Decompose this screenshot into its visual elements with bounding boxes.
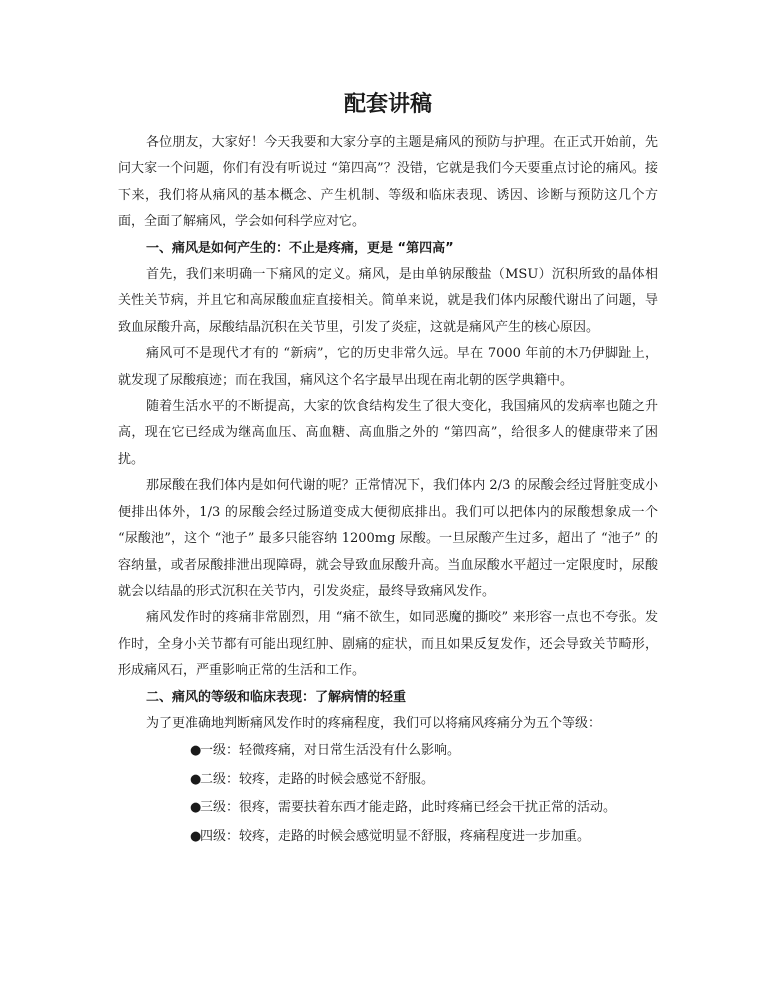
section-1-heading: 一、痛风是如何产生的：不止是疼痛，更是 “第四高” bbox=[146, 240, 454, 256]
section-2-heading: 二、痛风的等级和临床表现：了解病情的轻重 bbox=[146, 689, 407, 705]
section-1-paragraph: 随着生活水平的不断提高，大家的饮食结构发生了很大变化，我国痛风的发病率也随之升高，现在它已经成为继高血压、高血糖、高血脂之外的 “第四高”，给很多人的健康带来了困扰。 bbox=[118, 399, 658, 467]
pain-level-list bbox=[118, 737, 658, 851]
section-1-paragraph: 首先，我们来明确一下痛风的定义。痛风，是由单钠尿酸盐（MSU）沉积所致的晶体相关性关节病，并且它和高尿酸血症直接相关。简单来说，就是我们体内尿酸代谢出了问题，导致血尿酸升高，尿酸结晶沉积在关节里，引发了炎症，这就是痛风产生的核心原因。 bbox=[118, 267, 658, 335]
list-item-text: 二级：较疼，走路的时候会感觉不舒服。 bbox=[200, 771, 435, 787]
list-item-text: 四级：较疼，走路的时候会感觉明显不舒服，疼痛程度进一步加重。 bbox=[200, 828, 591, 844]
section-1-paragraph: 痛风发作时的疼痛非常剧烈，用 “痛不欲生，如同恶魔的撕咬” 来形容一点也不夸张。发作时，全身小关节都有可能出现红肿、剧痛的症状，而且如果反复发作，还会导致关节畸形，形成痛风石，严重影响正常的生活和工作。 bbox=[118, 610, 658, 679]
bullet-icon: ● bbox=[190, 800, 202, 816]
bullet-icon: ● bbox=[190, 828, 202, 844]
bullet-icon: ● bbox=[190, 743, 202, 759]
section-1-paragraph: 那尿酸在我们体内是如何代谢的呢？正常情况下，我们体内 2/3 的尿酸会经过肾脏变成小便排出体外，1/3 的尿酸会经过肠道变成大便彻底排出。我们可以把体内的尿酸想象成一个 “尿酸池”，这个 “池子” 最多只能容纳 1200mg 尿酸。一旦尿酸产生过多，超出了 “池子” 的容纳量，或者尿酸排泄出现障碍，就会导致血尿酸升高。当血尿酸水平超过一定限度时，尿酸就会以结晶的形式沉积在关节内，引发炎症，最终导致痛风发作。 bbox=[118, 478, 658, 599]
list-item bbox=[190, 794, 658, 823]
section-1-paragraph: 痛风可不是现代才有的 “新病”，它的历史非常久远。早在 7000 年前的木乃伊脚趾上，就发现了尿酸痕迹；而在我国，痛风这个名字最早出现在南北朝的医学典籍中。 bbox=[118, 346, 658, 388]
list-item-text: 三级：很疼，需要扶着东西才能走路，此时疼痛已经会干扰正常的活动。 bbox=[200, 800, 617, 816]
list-item bbox=[190, 823, 658, 852]
section-2-intro: 为了更准确地判断痛风发作时的疼痛程度，我们可以将痛风疼痛分为五个等级： bbox=[146, 715, 602, 731]
intro-paragraph: 各位朋友，大家好！今天我要和大家分享的主题是痛风的预防与护理。在正式开始前，先问大家一个问题，你们有没有听说过 “第四高”？没错，它就是我们今天要重点讨论的痛风。接下来，我们将从痛风的基本概念、产生机制、等级和临床表现、诱因、诊断与预防这几个方面，全面了解痛风，学会如何科学应对它。 bbox=[118, 135, 658, 230]
bullet-icon: ● bbox=[190, 771, 202, 787]
list-item bbox=[190, 737, 658, 766]
list-item bbox=[190, 766, 658, 795]
page-title: 配套讲稿 bbox=[343, 92, 432, 117]
list-item-text: 一级：轻微疼痛，对日常生活没有什么影响。 bbox=[200, 743, 461, 759]
